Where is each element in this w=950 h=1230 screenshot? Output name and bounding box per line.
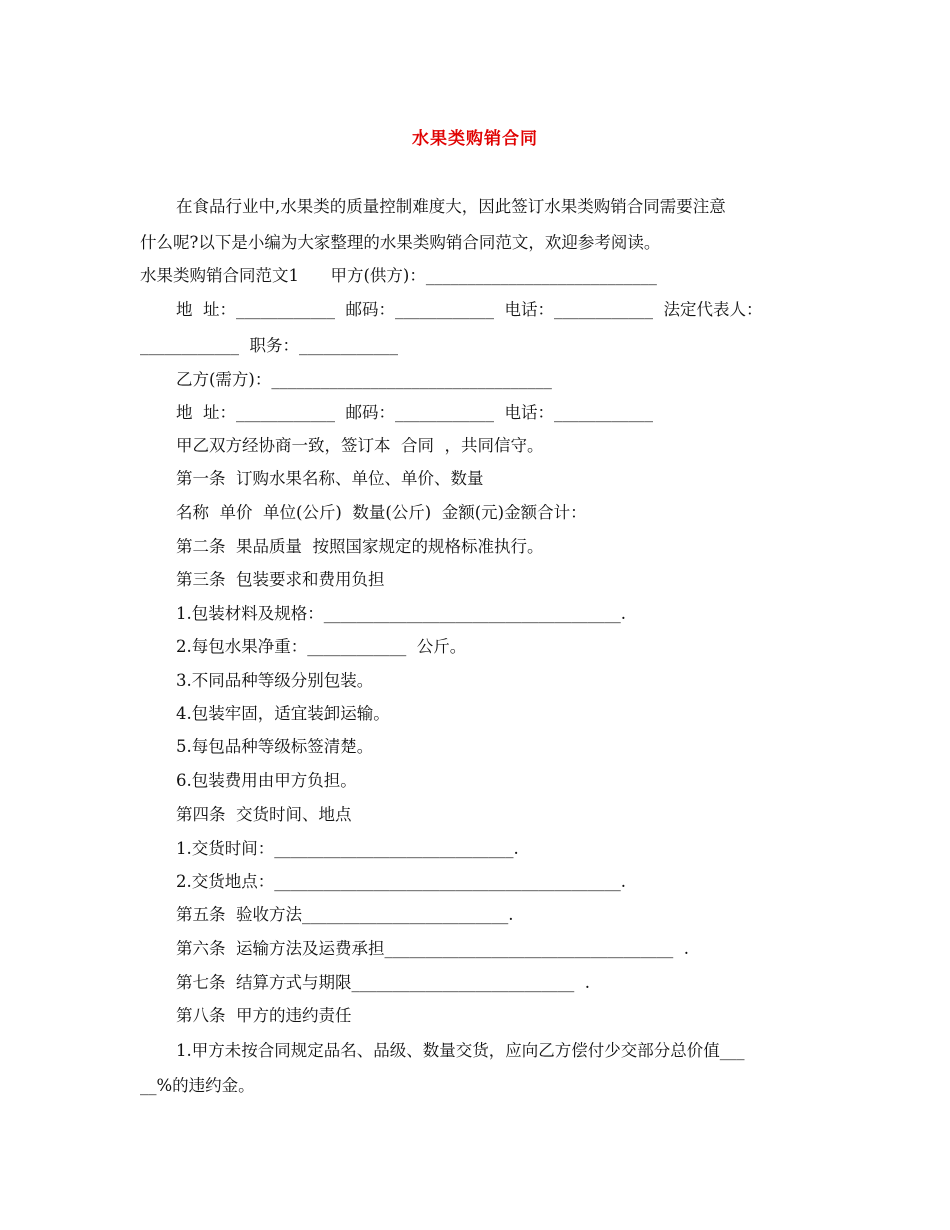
sample-heading-party-a: 水果类购销合同范文1 甲方(供方)：____________________________	[140, 266, 657, 285]
party-a-address-line: 地 址：____________ 邮码：____________ 电话：____________ 法定代表人：	[176, 300, 763, 319]
intro-line-2: 什么呢?以下是小编为大家整理的水果类购销合同范文，欢迎参考阅读。	[140, 233, 661, 252]
article-6: 第六条 运输方法及运费承担___________________________________ .	[176, 939, 689, 958]
party-a-position-line: ____________ 职务：____________	[140, 336, 398, 355]
party-b-line: 乙方(需方)：__________________________________	[176, 370, 552, 389]
article-8-item-1-cont: __%的违约金。	[140, 1076, 255, 1095]
intro-line-1: 在食品行业中,水果类的质量控制难度大，因此签订水果类购销合同需要注意	[176, 197, 726, 216]
article-7: 第七条 结算方式与期限___________________________ .	[176, 973, 590, 992]
article-3-item-5: 5.每包品种等级标签清楚。	[176, 737, 374, 756]
article-3-item-4: 4.包装牢固，适宜装卸运输。	[176, 704, 390, 723]
article-3-item-2: 2.每包水果净重：____________ 公斤。	[176, 637, 467, 656]
article-8-heading: 第八条 甲方的违约责任	[176, 1006, 352, 1025]
article-3-item-6: 6.包装费用由甲方负担。	[176, 771, 357, 790]
article-3-item-3: 3.不同品种等级分别包装。	[176, 671, 374, 690]
article-5: 第五条 验收方法_________________________.	[176, 905, 514, 924]
article-8-item-1: 1.甲方未按合同规定品名、品级、数量交货，应向乙方偿付少交部分总价值___	[176, 1041, 745, 1060]
article-1-heading: 第一条 订购水果名称、单位、单价、数量	[176, 469, 484, 488]
agreement-line: 甲乙双方经协商一致，签订本 合同 ，共同信守。	[176, 436, 544, 455]
article-2: 第二条 果品质量 按照国家规定的规格标准执行。	[176, 537, 544, 556]
article-3-heading: 第三条 包装要求和费用负担	[176, 570, 385, 589]
article-3-item-1: 1.包装材料及规格：____________________________________.	[176, 604, 626, 623]
article-1-columns: 名称 单价 单位(公斤) 数量(公斤) 金额(元)金额合计：	[176, 503, 587, 522]
party-b-address-line: 地 址：____________ 邮码：____________ 电话：____________	[176, 403, 653, 422]
article-4-item-1: 1.交货时间：_____________________________.	[176, 839, 519, 858]
article-4-item-2: 2.交货地点：__________________________________________.	[176, 872, 626, 891]
article-4-heading: 第四条 交货时间、地点	[176, 805, 352, 824]
document-title: 水果类购销合同	[412, 129, 538, 149]
